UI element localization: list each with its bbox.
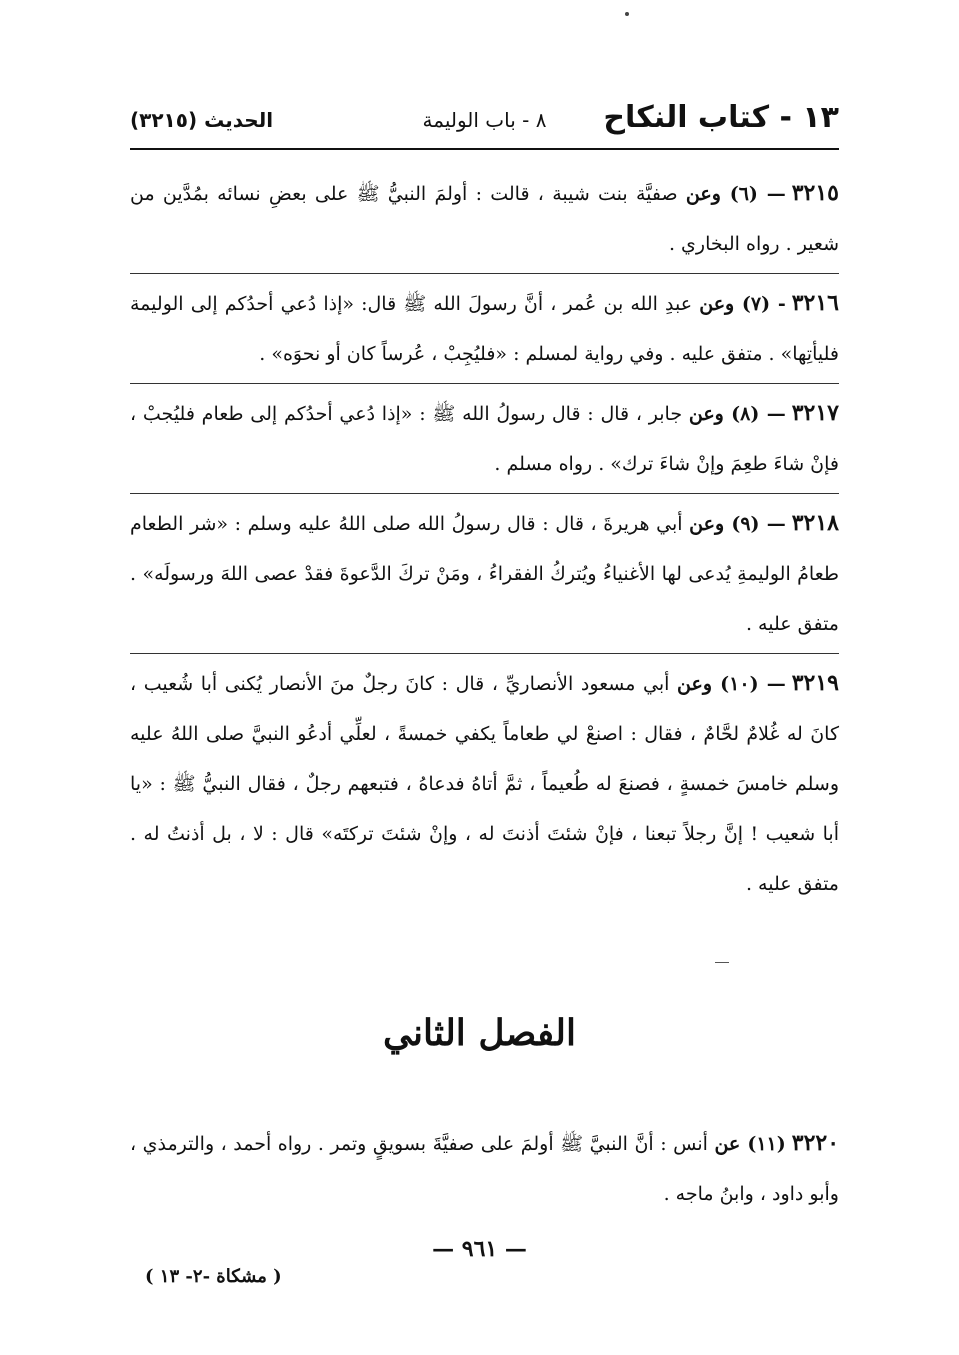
hadith-reference: الحديث (٣٢١٥): [130, 108, 274, 132]
hadith-divider: [130, 493, 839, 494]
hadith-divider: [130, 273, 839, 274]
hadith-text: عبدِ الله بن عُمر ، أنَّ رسولَ الله ﷺ قال: «إذا دُعي أحدُكم إلى الوليمة فليأتِها» . متفق عليه . وفي رواية لمسلم : «فليُجِبْ ، عُرساً كان أو نحوَه» .: [130, 293, 839, 365]
header-rule: [130, 148, 839, 150]
running-header: [130, 100, 839, 146]
hadith-text: أنس : أنَّ النبيَّ ﷺ أولمَ على صفيَّةَ بسويقٍ وتمر . رواه أحمد ، والترمذي ، وأبو داود ، وابنُ ماجه .: [130, 1133, 839, 1205]
scan-mark: [715, 962, 729, 963]
hadith-sub-number: - (٧) وعن: [699, 293, 786, 315]
hadith-list-second-section: [130, 1118, 839, 1219]
hadith-sub-number: — (٩) وعن: [689, 513, 786, 535]
hadith-text: أبي مسعود الأنصاريِّ ، قال : كانَ رجلٌ منَ الأنصار يُكنى أبا شُعيب ، كانَ له غُلامٌ لحَّامٌ ، فقال : اصنعْ لي طعاماً يكفي خمسةً ، لعلِّي أدعُو النبيَّ صلى اللهُ عليه وسلم خامسَ خمسةٍ ، فصنعَ له طُعيماً ، ثمَّ أتاهُ فدعاهُ ، فتبعهم رجلٌ ، فقال النبيُّ ﷺ : «يا أبا شعيب ! إنَّ رجلاً تبعنا ، فإنْ شئتَ أذنتَ له ، وإنْ شئتَ تركتَه» قال : لا ، بل أذنتُ له . متفق عليه .: [130, 673, 839, 895]
hadith-text: أبي هريرةَ ، قال : قال رسولُ الله صلى اللهُ عليه وسلم : «شر الطعام طعامُ الوليمةِ يُدعى لها الأغنياءُ ويُتركُ الفقراءُ ، ومَنْ تركَ الدَّعوةَ فقدْ عصى اللهَ ورسولَه» . متفق عليه .: [130, 513, 839, 635]
hadith-3216: [130, 278, 839, 379]
chapter-title: ٨ - باب الوليمة: [422, 108, 547, 132]
hadith-sub-number: — (١٠) وعن: [677, 673, 786, 695]
hadith-text: صفيَّة بنت شيبة ، قالت : أولمَ النبيُّ ﷺ على بعضِ نسائه بمُدَّين من شعير . رواه البخاري .: [130, 183, 839, 255]
scan-speck: [625, 12, 629, 16]
hadith-text: جابر ، قال : قال رسولُ الله ﷺ : «إذا دُعي أحدُكم إلى طعام فليُجبْ ، فإنْ شاءَ طعِمَ وإنْ شاءَ ترك» . رواه مسلم .: [130, 403, 839, 475]
hadith-number: ٣٢٢٠: [791, 1130, 840, 1156]
hadith-number: ٣٢١٥: [791, 180, 839, 206]
section-heading: الفصل الثاني: [382, 1012, 577, 1054]
hadith-number: ٣٢١٨: [791, 510, 839, 536]
hadith-3218: [130, 498, 839, 649]
hadith-number: ٣٢١٦: [791, 290, 839, 316]
hadith-sub-number: — (٦) وعن: [685, 183, 786, 205]
hadith-number: ٣٢١٧: [791, 400, 839, 426]
hadith-sub-number: — (٨) وعن: [688, 403, 786, 425]
hadith-number: ٣٢١٩: [791, 670, 839, 696]
page-number: — ٩٦١ —: [432, 1236, 527, 1262]
hadith-3217: [130, 388, 839, 489]
hadith-3219: [130, 658, 839, 909]
hadith-divider: [130, 653, 839, 654]
hadith-3220: [130, 1118, 839, 1219]
hadith-3215: [130, 168, 839, 269]
hadith-divider: [130, 383, 839, 384]
hadith-list-first-section: [130, 168, 839, 909]
signature-mark: ( مشكاة -٢- ١٣ ): [145, 1266, 282, 1287]
book-title: ١٣ - كتاب النكاح: [603, 100, 839, 135]
hadith-sub-number: (١١) عن: [714, 1133, 786, 1155]
